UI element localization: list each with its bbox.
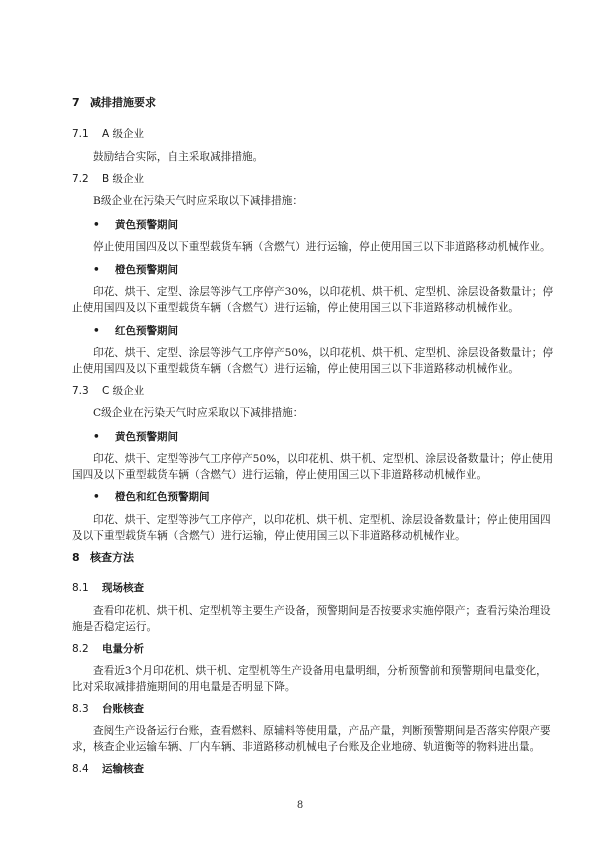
bullet-title: 黄色预警期间 [115, 431, 178, 443]
paragraph-line: 查看近3个月印花机、烘干机、定型机等生产设备用电量明细，分析预警前和预警期间电量变化， [93, 665, 547, 677]
subsection-7-1-heading [72, 127, 144, 141]
section-number: 7 [72, 96, 80, 109]
paragraph-line: 查看印花机、烘干机、定型机等主要生产设备，预警期间是否按要求实施停限产；查看污染治理设 [93, 605, 551, 617]
paragraph-line: 止使用国四及以下重型载货车辆（含燃气）进行运输，停止使用国三以下非道路移动机械作业。 [72, 363, 520, 375]
paragraph-line: 求，核查企业运输车辆、厂内车辆、非道路移动机械电子台账及企业地磅、轨道衡等的物料进出量。 [72, 741, 541, 753]
bullet-heading-orange [93, 263, 178, 277]
subsection-number: 8.3 [72, 703, 89, 715]
section-7-heading [72, 96, 156, 110]
paragraph-line: 国四及以下重型载货车辆（含燃气）进行运输，停止使用国三以下非道路移动机械作业。 [72, 469, 488, 481]
paragraph-line: 施是否稳定运行。 [72, 621, 158, 633]
paragraph-line: 印花、烘干、定型、涂层等涉气工序停产30%，以印花机、烘干机、定型机、涂层设备数量计；停 [93, 286, 554, 298]
page-number: 8 [296, 800, 304, 811]
subsection-8-4-heading [72, 762, 144, 776]
paragraph-line: 及以下重型载货车辆（含燃气）进行运输，停止使用国三以下非道路移动机械作业。 [72, 530, 466, 542]
subsection-title: C 级企业 [102, 385, 145, 397]
bullet-icon: • [93, 491, 100, 503]
paragraph-line: 比对采取减排措施期间的用电量是否明显下降。 [72, 681, 296, 693]
paragraph-line: 印花、烘干、定型、涂层等涉气工序停产50%，以印花机、烘干机、定型机、涂层设备数量计；停 [93, 347, 554, 359]
subsection-8-2-heading [72, 642, 144, 656]
paragraph-line: 印花、烘干、定型等涉气工序停产，以印花机、烘干机、定型机、涂层设备数量计；停止使用国四 [93, 514, 551, 526]
bullet-icon: • [93, 431, 100, 443]
bullet-heading-yellow [93, 430, 178, 444]
subsection-8-1-heading [72, 581, 144, 595]
paragraph-line: 停止使用国四及以下重型载货车辆（含燃气）进行运输，停止使用国三以下非道路移动机械作业。 [93, 241, 551, 253]
paragraph: B级企业在污染天气时应采取以下减排措施： [93, 195, 304, 207]
bullet-icon: • [93, 219, 100, 231]
subsection-number: 7.2 [72, 173, 89, 185]
paragraph-line: 止使用国四及以下重型载货车辆（含燃气）进行运输，停止使用国三以下非道路移动机械作业。 [72, 302, 520, 314]
paragraph-line: 印花、烘干、定型等涉气工序停产50%，以印花机、烘干机、定型机、涂层设备数量计；停止使用 [93, 453, 554, 465]
subsection-7-3-heading [72, 384, 144, 398]
bullet-icon: • [93, 325, 100, 337]
bullet-title: 红色预警期间 [115, 325, 178, 337]
subsection-title: B 级企业 [102, 173, 145, 185]
bullet-title: 橙色预警期间 [115, 264, 178, 276]
bullet-icon: • [93, 264, 100, 276]
bullet-heading-red [93, 324, 178, 338]
bullet-title: 橙色和红色预警期间 [115, 491, 210, 503]
subsection-number: 7.1 [72, 128, 89, 140]
subsection-7-2-heading [72, 172, 144, 186]
section-8-heading [72, 551, 134, 565]
subsection-title: A 级企业 [102, 128, 145, 140]
subsection-title: 现场核查 [102, 582, 144, 594]
subsection-number: 8.1 [72, 582, 89, 594]
subsection-8-3-heading [72, 702, 144, 716]
subsection-title: 电量分析 [102, 643, 144, 655]
bullet-heading-orange-red [93, 490, 210, 504]
subsection-number: 8.4 [72, 763, 89, 775]
bullet-heading-yellow [93, 218, 178, 232]
paragraph: 鼓励结合实际，自主采取减排措施。 [93, 151, 264, 163]
section-title: 核查方法 [90, 551, 134, 564]
paragraph: C级企业在污染天气时应采取以下减排措施： [93, 407, 304, 419]
section-title: 减排措施要求 [90, 96, 156, 109]
subsection-number: 8.2 [72, 643, 89, 655]
subsection-title: 台账核查 [102, 703, 144, 715]
subsection-title: 运输核查 [102, 763, 144, 775]
bullet-title: 黄色预警期间 [115, 219, 178, 231]
subsection-number: 7.3 [72, 385, 89, 397]
section-number: 8 [72, 551, 80, 564]
paragraph-line: 查阅生产设备运行台账，查看燃料、原辅料等使用量，产品产量，判断预警期间是否落实停限产要 [93, 725, 551, 737]
